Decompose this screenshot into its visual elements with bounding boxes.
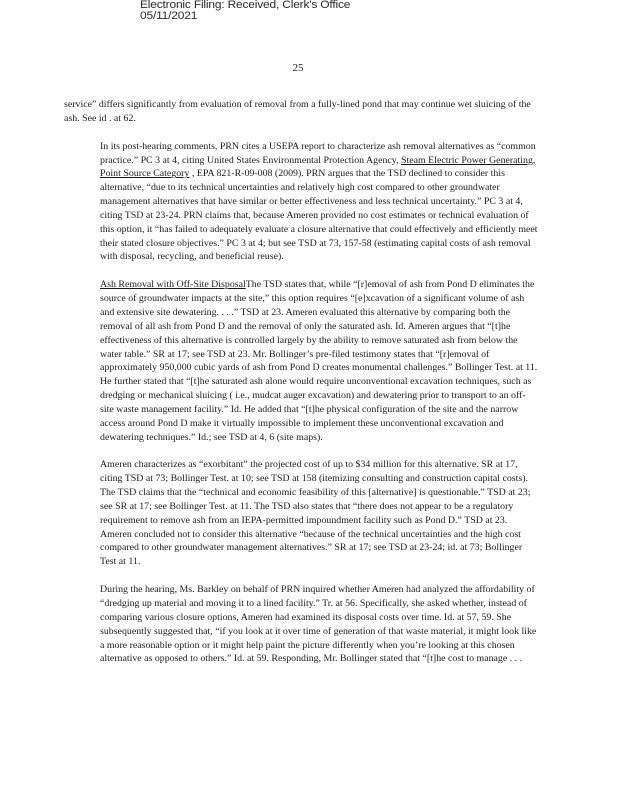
paragraph-3-text: The TSD states that, while “[r]emoval of ash from Pond D eliminates the source of groundwater impacts at the site,” this option requires “[e]xcavation of a significant volume of ash and extensive site dewatering. . . .” TSD at 23. Ameren evaluated this alternative by comparing both the removal of all ash from Pond D and the removal of only the saturated ash. Id. Ameren argues that “[t]he effectiveness of this alternative is controlled largely by the ability to remove saturated ash from below the water table.” SR at 17; see TSD at 23. Mr. Bollinger’s pre-filed testimony states that “[r]emoval of approximately 950,000 cubic yards of ash from Pond D creates monumental challenges.” Bollinger Test. at 11. He further stated that “[t]he saturated ash alone would require unconventional excavation techniques, such as dredging or mechanical sluicing ( i.e., mudcat auger excavation) and dewatering prior to transport to an off-site waste management facility.” Id. He added that “[t]he physical configuration of the site and the narrow access around Pond D make it virtually impossible to implement these unconventional excavation and dewatering techniques.” Id.; see TSD at 4, 6 (site maps). <box>100 279 538 443</box>
paragraph-3 <box>64 278 538 444</box>
paragraph-1: service” differs significantly from evaluation of removal from a fully-lined pond that may continue wet sluicing of the ash. See id . at 62. <box>64 99 531 124</box>
paragraph-2-citation-title: Steam Electric Power Generating, Point Source Category <box>100 154 536 180</box>
paragraph-4: Ameren characterizes as “exorbitant” the projected cost of up to $34 million for this alternative. SR at 17, citing TSD at 73; Bollinger Test. at 10; see TSD at 158 (itemizing consulting and construction capital costs). The TSD claims that the “technical and economic feasibility of this [alternative] is questionable.” TSD at 23; see SR at 17; see Bollinger Test. at 11. The TSD also states that “there does not appear to be a regulatory requirement to remove ash from an IEPA-permitted impoundment facility such as Pond D.” TSD at 23. Ameren concluded not to consider this alternative “because of the technical uncertainties and the high cost compared to other groundwater management alternatives.” SR at 17; see TSD at 23-24; id. at 73; Bollinger Test at 11. <box>100 459 531 568</box>
section-heading-ash-removal: Ash Removal with Off-Site Disposal <box>100 279 246 291</box>
document-body <box>64 98 538 680</box>
filing-stamp-header: Electronic Filing: Received, Clerk's Office 05/11/2021 <box>140 0 351 22</box>
paragraph-2-text-c: , EPA 821-R-09-008 (2009). PRN argues that the TSD declined to consider this alternative, “due to its technical uncertainties and relatively high cost compared to other groundwater management alternatives that have similar or better effectiveness and less technical uncertainty.” PC 3 at 4, citing TSD at 23-24. PRN claims that, because Ameren provided no cost estimates or technical evaluation of this option, it “has failed to adequately evaluate a closure alternative that could effectively and efficiently meet their stated closure objectives.” PC 3 at 4; but see TSD at 73, 157-58 (estimating capital costs of ash removal with disposal, recycling, and beneficial reuse). <box>100 168 538 263</box>
paragraph-2 <box>64 140 538 265</box>
paragraph-2-text-a: In its post-hearing comments, PRN cites a USEPA report to characterize ash removal alternatives as “common practice.” PC 3 at 4, citing United States Environmental Protection Agency, <box>100 140 536 166</box>
paragraph-5: During the hearing, Ms. Barkley on behalf of PRN inquired whether Ameren had analyzed the affordability of “dredging up material and moving it to a lined facility.” Tr. at 56. Specifically, she asked whether, instead of comparing various closure options, Ameren had examined its disposal costs over time. Id. at 57, 59. She subsequently suggested that, “if you look at it over time of generation of that waste material, it might look like a more reasonable option or it might help paint the picture differently when you’re looking at this chosen alternative as opposed to others.” Id. at 59. Responding, Mr. Bollinger stated that “[t]he cost to manage . . . <box>100 584 537 665</box>
page-number: 25 <box>292 62 304 74</box>
